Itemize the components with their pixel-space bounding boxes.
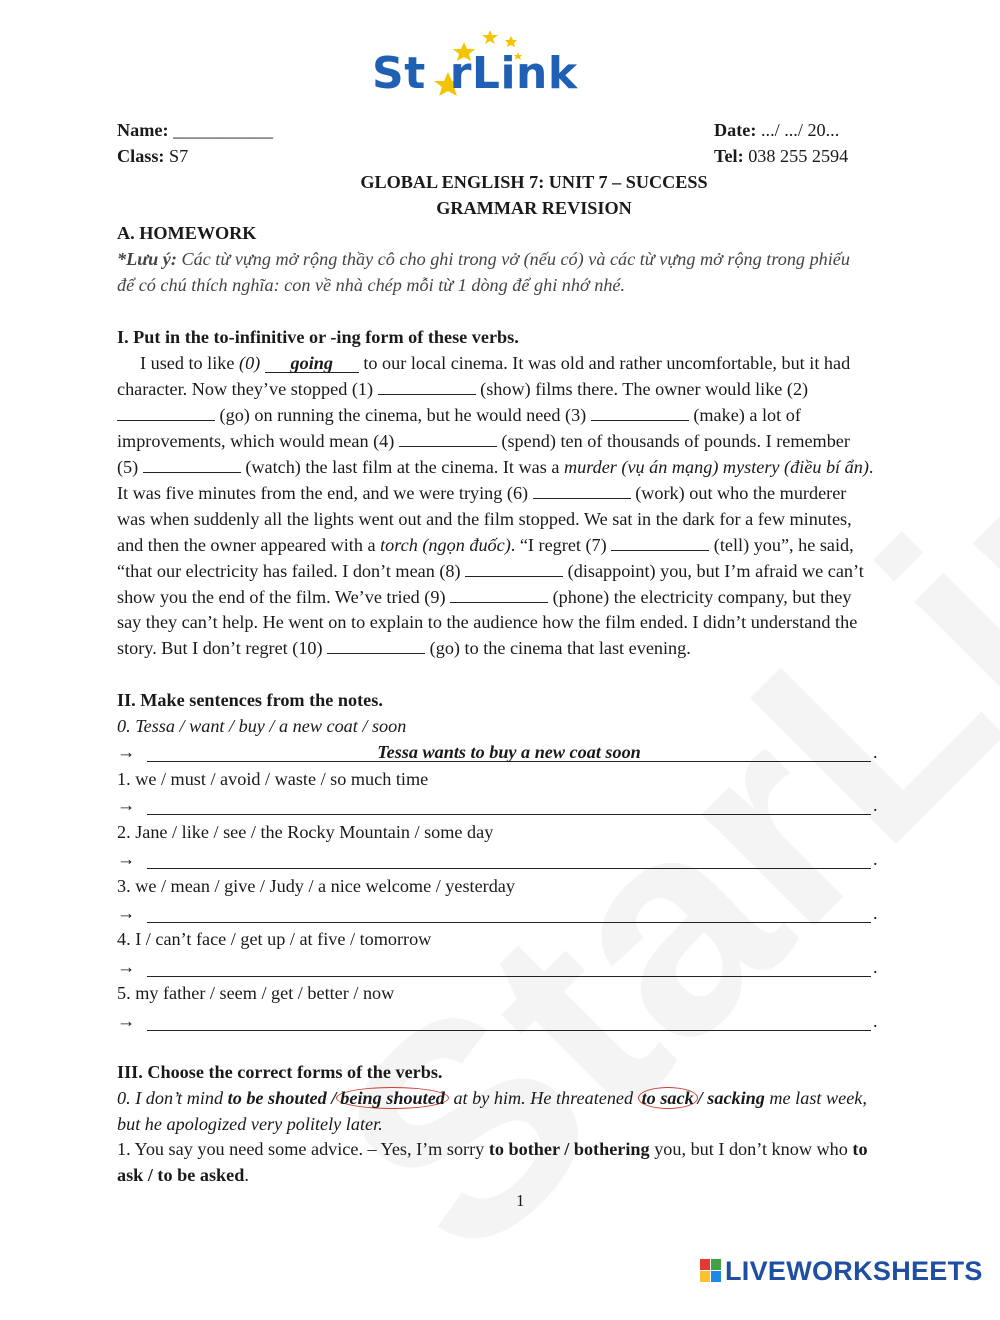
blank-8[interactable] bbox=[465, 560, 563, 577]
page-number: 1 bbox=[516, 1191, 525, 1210]
blank-7[interactable] bbox=[611, 534, 709, 551]
logo-wordmark: St rLink bbox=[372, 48, 578, 99]
period: . bbox=[873, 1011, 878, 1031]
answer-input-3[interactable] bbox=[147, 903, 871, 923]
ex1-line: “that our electricity has failed. I don’t mean (8) (disappoint) you, but I’m afraid we can’t bbox=[117, 561, 864, 581]
option-choice[interactable]: to bbox=[852, 1139, 868, 1159]
option-choice[interactable]: ask / to be asked bbox=[117, 1165, 245, 1185]
arrow-icon: → bbox=[117, 903, 136, 923]
ex1-line: and then the owner appeared with a torch (ngọn đuốc). “I regret (7) (tell) you”, he said, bbox=[117, 535, 854, 555]
ex2-prompt: 3. we / mean / give / Judy / a nice welcome / yesterday bbox=[117, 876, 515, 896]
date-field: Date: .../ .../ 20... bbox=[714, 120, 840, 140]
ex2-answer-row bbox=[117, 1011, 887, 1033]
ex3-example: 0. I don’t mind to be shouted / being shouted at by him. He threatened to sack / sacking me last week, bbox=[117, 1088, 867, 1108]
ex2-answer-row bbox=[117, 957, 887, 979]
arrow-icon: → bbox=[117, 742, 136, 762]
ex2-example-row bbox=[117, 742, 887, 764]
answer-input-2[interactable] bbox=[147, 849, 871, 869]
ex2-answer-row bbox=[117, 903, 887, 925]
arrow-icon: → bbox=[117, 1011, 136, 1031]
answer-input-5[interactable] bbox=[147, 1011, 871, 1031]
answer-0: going bbox=[265, 354, 359, 373]
blank-9[interactable] bbox=[450, 586, 548, 603]
blank-2[interactable] bbox=[117, 404, 215, 421]
answer-input-1[interactable] bbox=[147, 795, 871, 815]
ex1-line: It was five minutes from the end, and we were trying (6) (work) out who the murderer bbox=[117, 483, 847, 503]
tel-field: Tel: 038 255 2594 bbox=[714, 146, 849, 166]
ex1-line: show you the end of the film. We’ve tried (9) (phone) the electricity company, but they bbox=[117, 587, 852, 607]
arrow-icon: → bbox=[117, 849, 136, 869]
ex1-line: was when suddenly all the lights went out and the film stopped. We sat in the dark for a few minutes, bbox=[117, 509, 852, 529]
ex1-line: improvements, which would mean (4) (spend) ten of thousands of pounds. I remember bbox=[117, 431, 850, 451]
period: . bbox=[873, 795, 878, 815]
period: . bbox=[873, 742, 878, 762]
arrow-icon: → bbox=[117, 957, 136, 977]
answer-input-4[interactable] bbox=[147, 957, 871, 977]
selected-option-circle: to sack bbox=[638, 1087, 698, 1109]
ex1-heading: I. Put in the to-infinitive or -ing form of these verbs. bbox=[117, 327, 519, 347]
ex1-line: (5) (watch) the last film at the cinema. It was a murder (vụ án mạng) mystery (điều bí ẩn). bbox=[117, 457, 874, 477]
page-title: GLOBAL ENGLISH 7: UNIT 7 – SUCCESS bbox=[360, 172, 708, 192]
blank-4[interactable] bbox=[399, 430, 497, 447]
ex2-example-answer: Tessa wants to buy a new coat soon bbox=[147, 742, 871, 762]
ex2-prompt: 5. my father / seem / get / better / now bbox=[117, 983, 395, 1003]
ex2-answer-row bbox=[117, 795, 887, 817]
period: . bbox=[873, 849, 878, 869]
ex2-prompt: 1. we / must / avoid / waste / so much time bbox=[117, 769, 429, 789]
ex1-line: story. But I don’t regret (10) (go) to the cinema that last evening. bbox=[117, 638, 691, 658]
selected-option-circle: being shouted bbox=[336, 1087, 449, 1109]
ex2-heading: II. Make sentences from the notes. bbox=[117, 690, 383, 710]
ex2-prompt: 4. I / can’t face / get up / at five / tomorrow bbox=[117, 929, 432, 949]
name-field: Name: ___________ bbox=[117, 120, 274, 140]
ex1-line: I used to like (0) going to our local cinema. It was old and rather uncomfortable, but it had bbox=[140, 353, 851, 373]
liveworksheets-icon bbox=[700, 1259, 722, 1283]
option-choice[interactable]: to bother / bothering bbox=[488, 1139, 650, 1159]
ex1-line: character. Now they’ve stopped (1) (show) films there. The owner would like (2) bbox=[117, 379, 809, 399]
ex3-example: but he apologized very politely later. bbox=[117, 1114, 383, 1134]
page-subtitle: GRAMMAR REVISION bbox=[436, 198, 632, 218]
starlink-logo bbox=[372, 28, 594, 100]
blank-1[interactable] bbox=[378, 378, 476, 395]
section-a-heading: A. HOMEWORK bbox=[117, 223, 257, 243]
blank-10[interactable] bbox=[327, 637, 425, 654]
ex2-prompt: 2. Jane / like / see / the Rocky Mountain / some day bbox=[117, 822, 494, 842]
period: . bbox=[873, 903, 878, 923]
note-line-1: *Lưu ý: Các từ vựng mở rộng thầy cô cho ghi trong vở (nếu có) và các từ vựng mở rộng trong phiếu bbox=[117, 249, 850, 269]
period: . bbox=[873, 957, 878, 977]
blank-6[interactable] bbox=[533, 482, 631, 499]
blank-3[interactable] bbox=[591, 404, 689, 421]
ex2-answer-row bbox=[117, 849, 887, 871]
ex3-question-1: ask / to be asked. bbox=[117, 1165, 249, 1185]
note-line-2: để có chú thích nghĩa: con về nhà chép mỗi từ 1 dòng để ghi nhớ nhé. bbox=[117, 275, 626, 295]
arrow-icon: → bbox=[117, 795, 136, 815]
class-field: Class: S7 bbox=[117, 146, 189, 166]
ex1-line: (go) on running the cinema, but he would need (3) (make) a lot of bbox=[117, 404, 801, 426]
blank-5[interactable] bbox=[143, 456, 241, 473]
ex3-question-1: 1. You say you need some advice. – Yes, I’m sorry to bother / bothering you, but I don’t know who to bbox=[117, 1139, 868, 1159]
ex1-line: say they can’t help. He went on to explain to the audience how the film ended. I didn’t understand the bbox=[117, 612, 858, 632]
ex2-example-prompt: 0. Tessa / want / buy / a new coat / soon bbox=[117, 716, 407, 736]
ex3-heading: III. Choose the correct forms of the verbs. bbox=[117, 1062, 443, 1082]
